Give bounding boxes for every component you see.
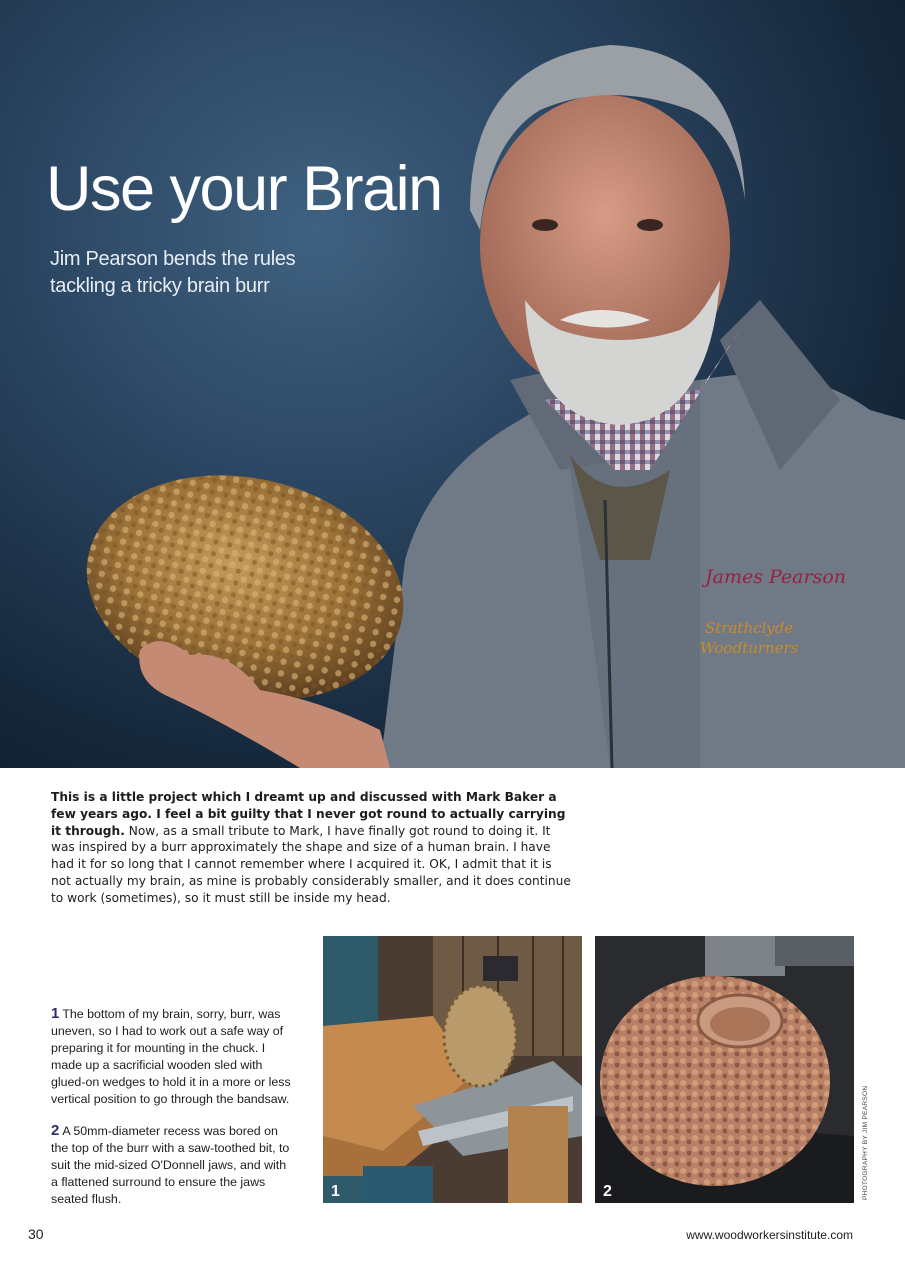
page-number: 30 [28,1226,44,1242]
photo-credit [862,1085,872,1205]
photo-credit-text: PHOTOGRAPHY BY JIM PEARSON [862,1085,869,1200]
bandsaw-illustration [323,936,582,1203]
photo-number: 2 [603,1183,612,1200]
captions [51,1006,291,1224]
photo-burr-recess [595,936,854,1203]
jacket-name-embroidery: James Pearson [705,566,847,588]
caption-number: 1 [51,1005,60,1022]
intro-body: Now, as a small tribute to Mark, I have finally got round to doing it. It was inspired by a burr approximately the shape and size of a human brain. I have had it for so long that I cannot remember where I acquired it. OK, I admit that it is not actually my brain, as mine is probably considerably smaller, and it does continue to work (sometimes), so it must still be inside my head. [51,823,571,905]
burr-recess-illustration [595,936,854,1203]
caption-1 [51,1006,291,1107]
website-url: www.woodworkersinstitute.com [686,1228,853,1242]
caption-text: A 50mm-diameter recess was bored on the top of the burr with a saw-toothed bit, to suit the mid-sized O'Donnell jaws, and with a flattened surround to ensure the jaws seated flush. [51,1124,290,1207]
article-title: Use your Brain [46,154,442,224]
caption-text: The bottom of my brain, sorry, burr, was uneven, so I had to work out a safe way of preparing it for mounting in the chuck. I made up a sacrificial wooden sled with glued-on wedges to hold it in a more or less vertical position to go through the bandsaw. [51,1007,291,1106]
jacket-club-embroidery-2: Woodturners [700,639,799,657]
caption-number: 2 [51,1122,60,1140]
caption-2 [51,1123,291,1208]
article-subtitle [50,246,350,300]
photo-number: 1 [331,1183,340,1200]
jacket-club-embroidery-1: Strathclyde [705,619,794,637]
subtitle-line: Jim Pearson bends the rules [50,248,296,270]
intro-paragraph [51,789,571,907]
intro-lead: This is a little project which I dreamt up and discussed with Mark Baker a few years ago. I feel a bit guilty that I never got round to actually carrying it through. [51,790,566,838]
subtitle-line: tackling a tricky brain burr [50,275,270,297]
photo-bandsaw [323,936,582,1203]
